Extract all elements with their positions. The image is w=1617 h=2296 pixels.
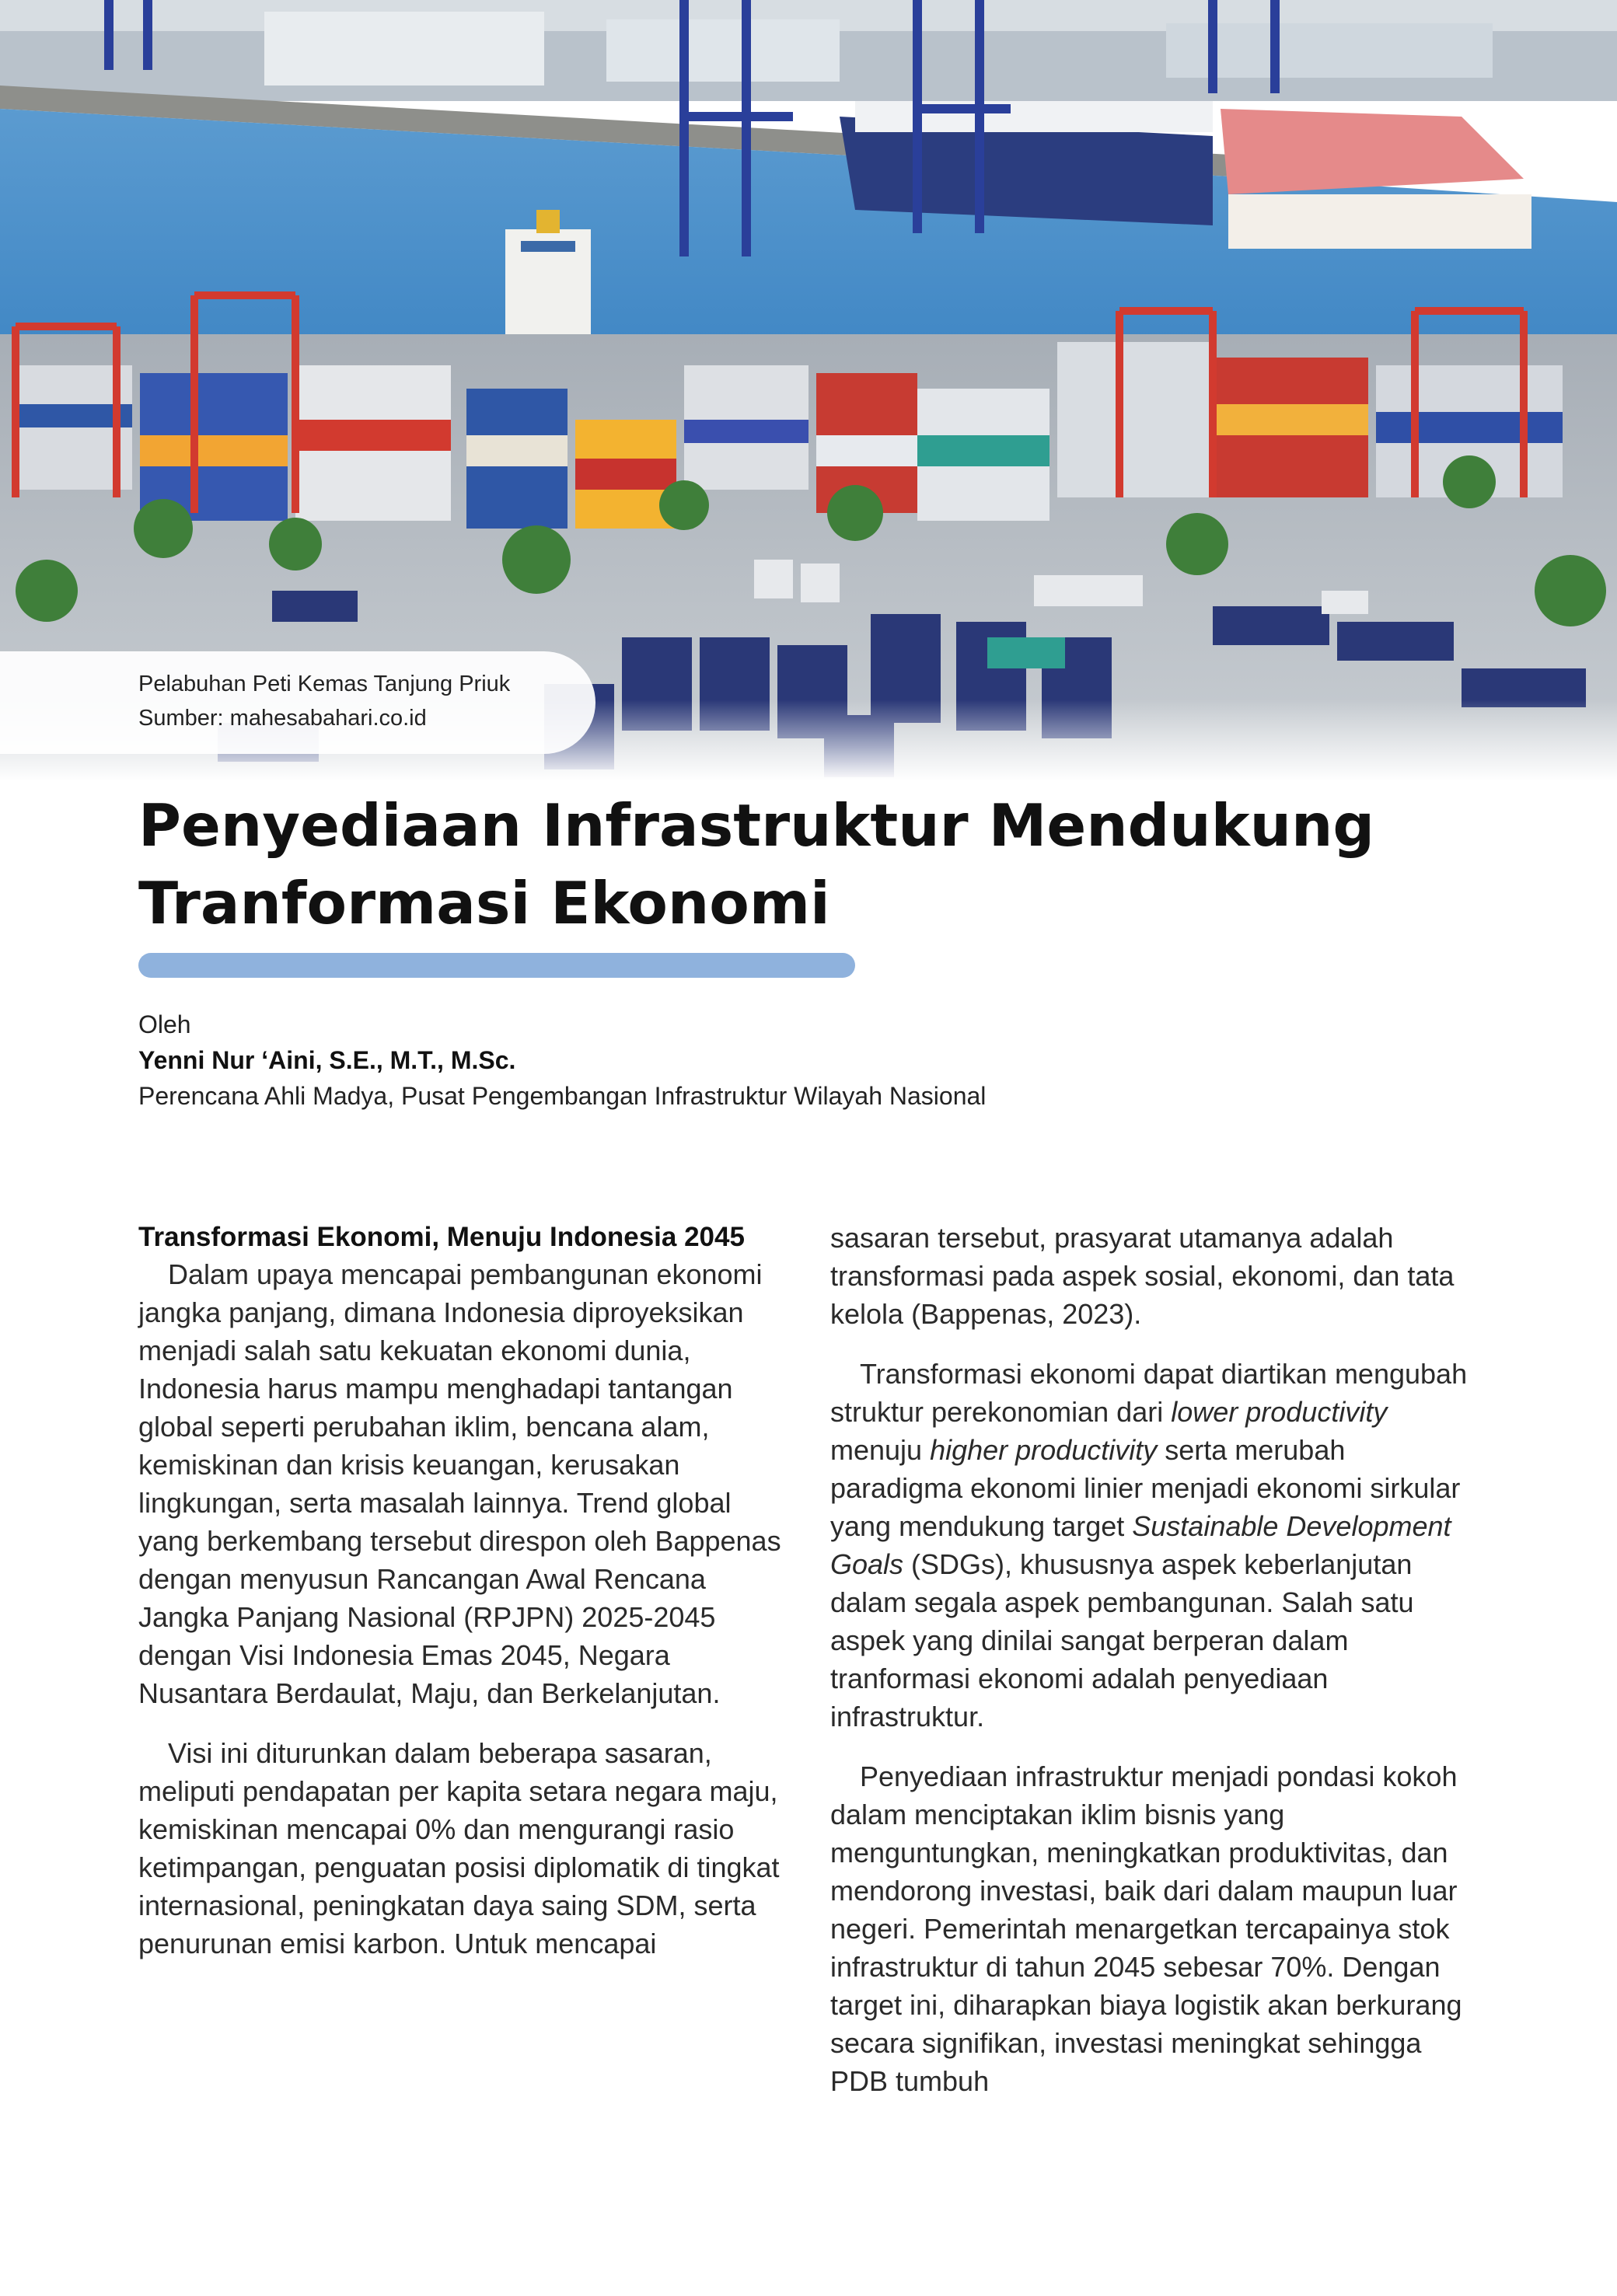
body-column-left bbox=[138, 1219, 793, 1963]
article-title-line2: Tranformasi Ekonomi bbox=[138, 869, 830, 937]
title-accent-bar bbox=[138, 953, 855, 978]
right-paragraph-2 bbox=[830, 1355, 1485, 1736]
left-paragraph-2: Visi ini diturunkan dalam beberapa sasaran, meliputi pendapatan per kapita setara negara maju, kemiskinan mencapai 0% dan mengurangi rasio ketimpangan, penguatan posisi diplomatik di tingkat internasional, peningkatan daya saing SDM, serta penurunan emisi karbon. Untuk mencapai bbox=[138, 1737, 780, 1959]
p2-text-c: serta merubah paradigma ekonomi linier menjadi ekonomi sirkular yang mendukung target bbox=[830, 1434, 1461, 1542]
hero-photo bbox=[0, 0, 1617, 781]
p2-emphasis-sdgs: Sustainable Development Goals bbox=[830, 1510, 1451, 1580]
photo-caption bbox=[0, 651, 595, 754]
article-title-line1: Penyediaan Infrastruktur Mendukung bbox=[138, 791, 1375, 860]
right-paragraph-3: Penyediaan infrastruktur menjadi pondasi kokoh dalam menciptakan iklim bisnis yang menguntungkan, meningkatkan produktivitas, dan mendorong investasi, baik dari dalam maupun luar negeri. Pemerintah menargetkan tercapainya stok infrastruktur di tahun 2045 sebesar 70%. Dengan target ini, diharapkan biaya logistik akan berkurang secara signifikan, investasi meningkat sehingga PDB tumbuh bbox=[830, 1760, 1462, 2097]
p2-text-d: (SDGs), khususnya aspek keberlanjutan dalam segala aspek pembangunan. Salah satu aspek yang dinilai sangat berperan dalam tranformasi ekonomi adalah penyediaan infrastruktur. bbox=[830, 1548, 1414, 1732]
body-column-right bbox=[830, 1219, 1485, 2100]
section-heading: Transformasi Ekonomi, Menuju Indonesia 2045 bbox=[138, 1222, 745, 1252]
author-name: Yenni Nur ‘Aini, S.E., M.T., M.Sc. bbox=[138, 1046, 516, 1074]
p2-emphasis-lower-productivity: lower productivity bbox=[1171, 1396, 1388, 1428]
left-paragraph-1: Dalam upaya mencapai pembangunan ekonomi jangka panjang, dimana Indonesia diproyeksikan menjadi salah satu kekuatan ekonomi dunia, Indonesia harus mampu menghadapi tantangan global seperti perubahan iklim, bencana alam, kemiskinan dan krisis keuangan, kerusakan lingkungan, serta masalah lainnya. Trend global yang berkembang tersebut direspon oleh Bappenas dengan menyusun Rancangan Awal Rencana Jangka Panjang Nasional (RPJPN) 2025-2045 dengan Visi Indonesia Emas 2045, Negara Nusantara Berdaulat, Maju, dan Berkelanjutan. bbox=[138, 1258, 781, 1709]
p2-text-a: Transformasi ekonomi dapat diartikan mengubah struktur perekonomian dari bbox=[830, 1358, 1468, 1428]
author-position: Perencana Ahli Madya, Pusat Pengembangan Infrastruktur Wilayah Nasional bbox=[138, 1082, 987, 1110]
p2-emphasis-higher-productivity: higher productivity bbox=[930, 1434, 1158, 1466]
right-paragraph-1: sasaran tersebut, prasyarat utamanya adalah transformasi pada aspek sosial, ekonomi, dan tata kelola (Bappenas, 2023). bbox=[830, 1222, 1455, 1330]
author-byline bbox=[138, 1007, 1460, 1114]
p2-text-b: menuju bbox=[830, 1434, 931, 1466]
caption-source: Sumber: mahesabahari.co.id bbox=[138, 706, 427, 731]
article-title bbox=[138, 787, 1553, 942]
byline-prefix: Oleh bbox=[138, 1010, 191, 1038]
caption-title: Pelabuhan Peti Kemas Tanjung Priuk bbox=[138, 672, 511, 696]
